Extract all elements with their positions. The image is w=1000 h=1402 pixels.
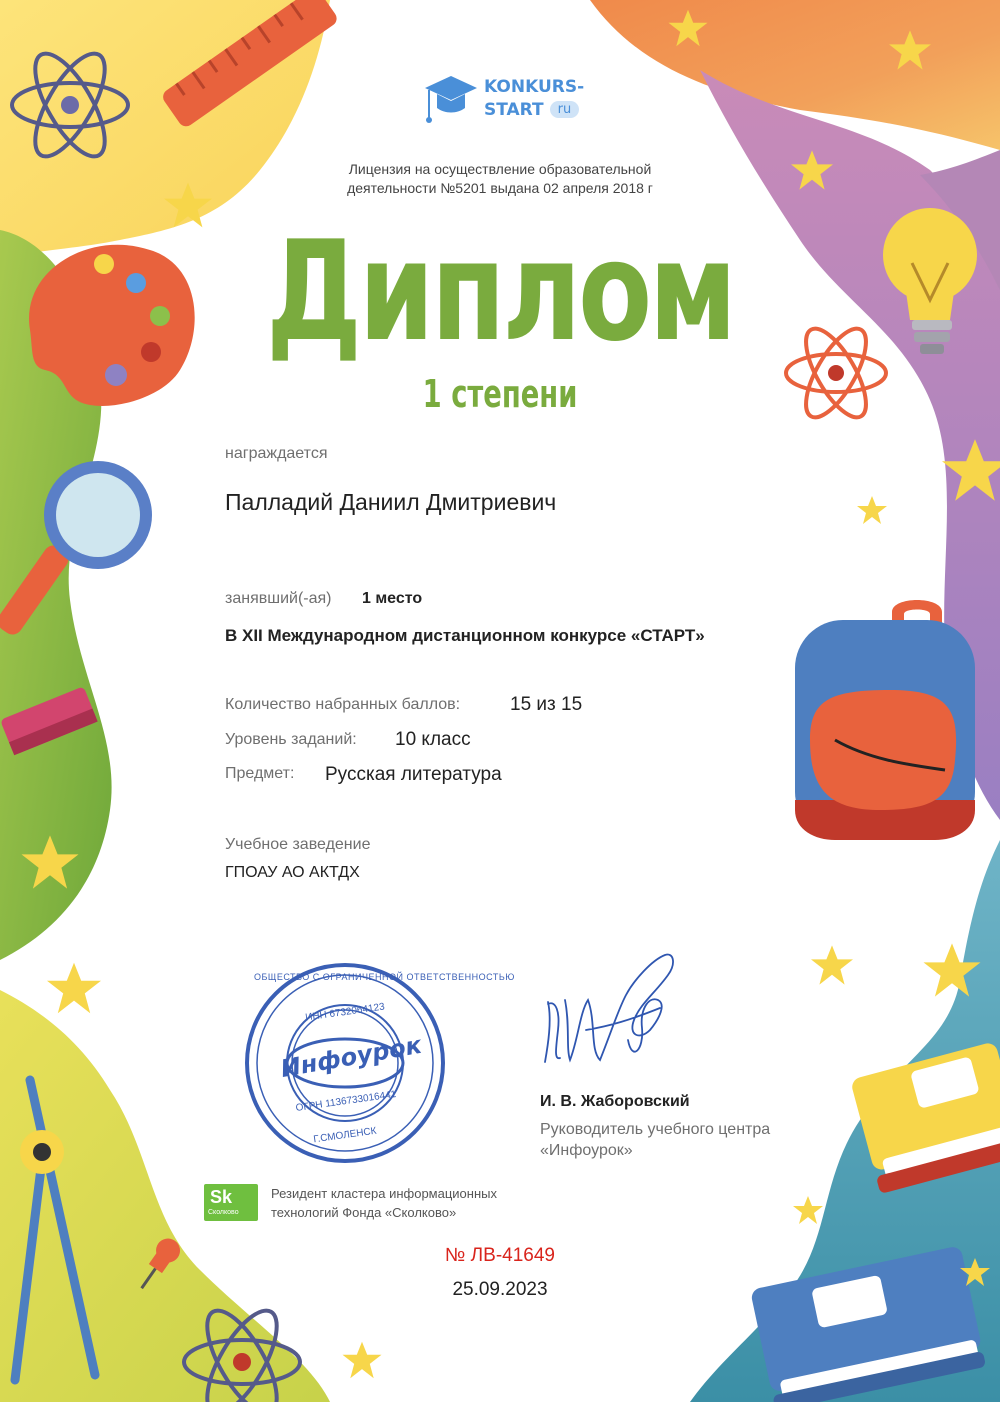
- subject-value: Русская литература: [325, 764, 502, 785]
- awarded-label: награждается: [225, 445, 328, 462]
- stamp-city: Г.СМОЛЕНСК: [312, 1125, 378, 1146]
- skolkovo-line2: технологий Фонда «Сколково»: [271, 1205, 457, 1220]
- recipient-name: Палладий Даниил Дмитриевич: [225, 489, 557, 515]
- level-value: 10 класс: [395, 729, 471, 750]
- school-value: ГПОАУ АО АКТДХ: [225, 864, 360, 881]
- diploma-title: Диплом: [266, 211, 734, 372]
- signer-name: И. В. Жаборовский: [540, 1093, 690, 1110]
- logo-line2: START: [484, 100, 544, 120]
- level-label: Уровень заданий:: [225, 731, 357, 748]
- place-label: занявший(-ая): [225, 590, 332, 607]
- contest-name: В XII Международном дистанционном конкурсе «СТАРТ»: [225, 626, 705, 645]
- skolkovo-line1: Резидент кластера информационных: [271, 1186, 497, 1201]
- document-number: № ЛВ-41649: [445, 1245, 555, 1266]
- diploma-degree: 1 степени: [422, 372, 578, 416]
- place-value: 1 место: [362, 590, 423, 607]
- document-date: 25.09.2023: [452, 1279, 548, 1300]
- skolkovo-logo-word: Сколково: [208, 1209, 239, 1216]
- konkurs-start-logo: [484, 76, 594, 122]
- skolkovo-logo-sk: Sk: [210, 1187, 233, 1207]
- stamp-center-text: Инфоурок: [278, 1030, 424, 1084]
- stamp-ring-text: ОБЩЕСТВО С ОГРАНИЧЕННОЙ ОТВЕТСТВЕННОСТЬЮ: [254, 972, 515, 982]
- subject-label: Предмет:: [225, 765, 295, 782]
- school-label: Учебное заведение: [225, 836, 371, 853]
- skolkovo-logo: [204, 1184, 258, 1221]
- score-value: 15 из 15: [510, 694, 583, 715]
- logo-ru-badge: ru: [550, 101, 580, 118]
- license-text: Лицензия на осуществление образовательной деятельности №5201 выдана 02 апреля 2018 г: [347, 161, 653, 196]
- signature-path: [545, 955, 673, 1062]
- score-label: Количество набранных баллов:: [225, 696, 461, 713]
- signer-role-line1: Руководитель учебного центра: [540, 1121, 771, 1138]
- logo-line1: KONKURS-: [484, 77, 585, 97]
- stamp-inn: ИНН 6732064123: [304, 1001, 386, 1024]
- signer-role-line2: «Инфоурок»: [540, 1142, 633, 1159]
- stamp-ogrn: ОГРН 1136733016441: [295, 1088, 397, 1115]
